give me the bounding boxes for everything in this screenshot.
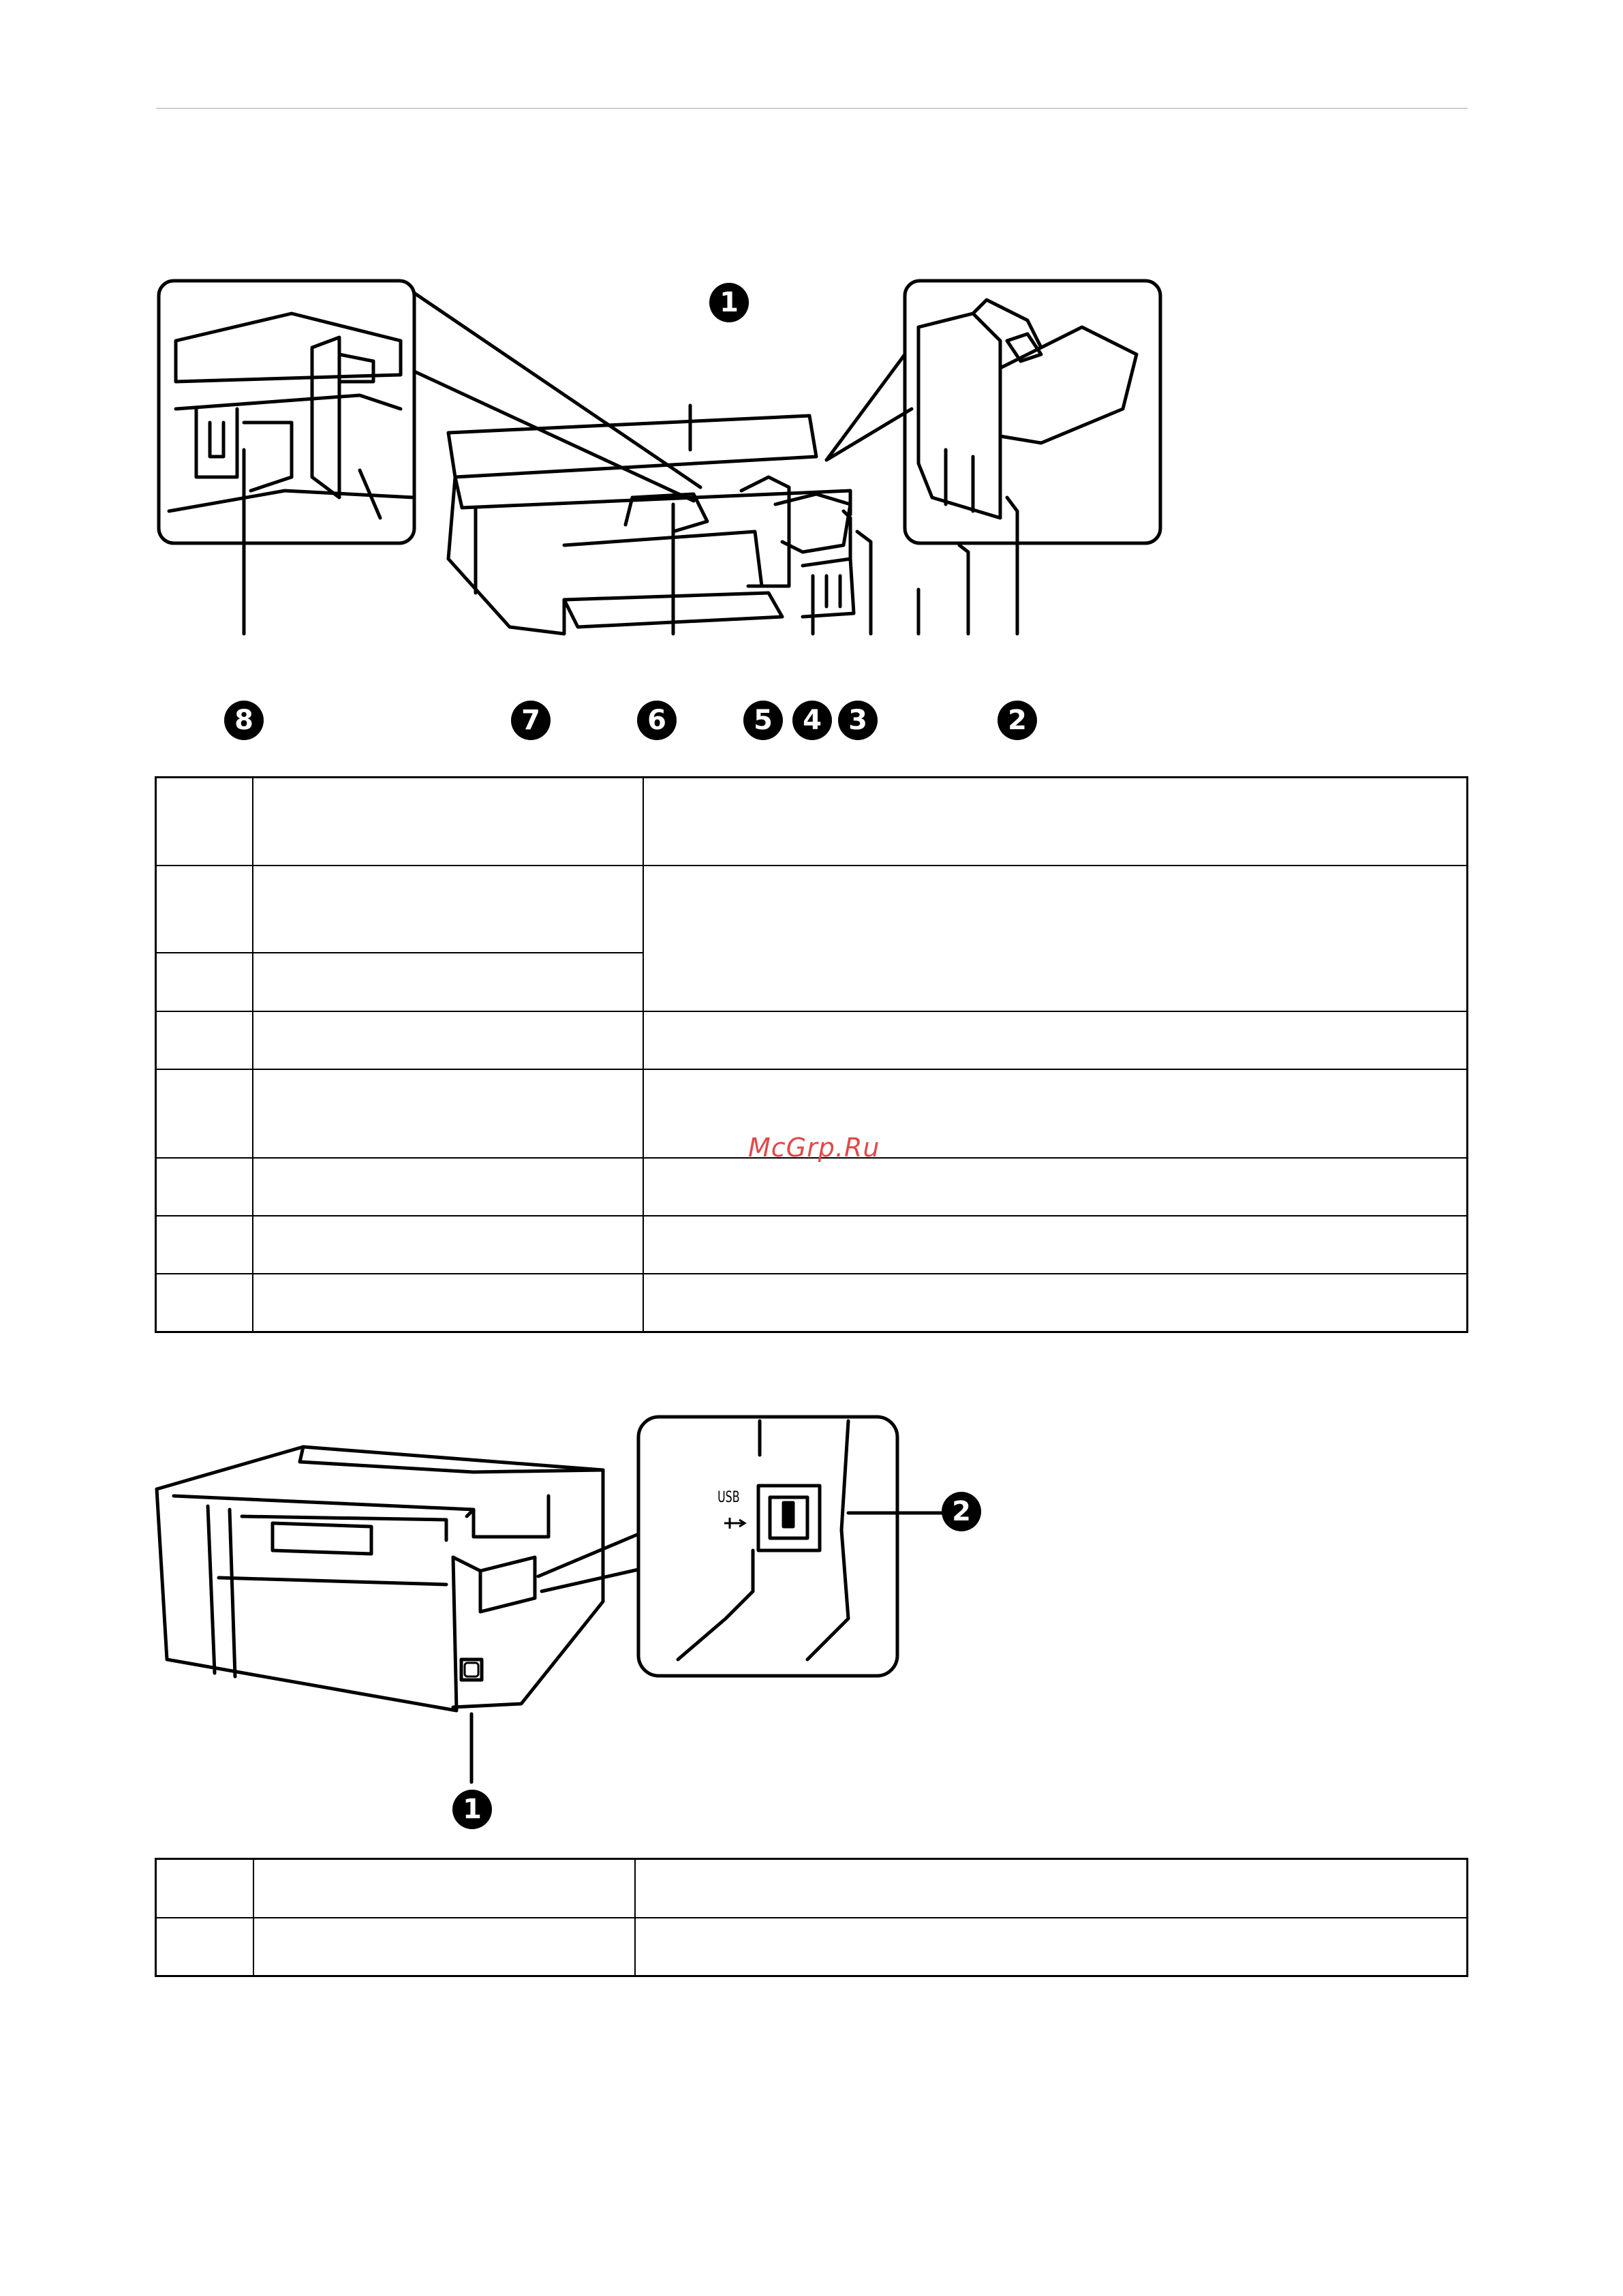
part-name (253, 953, 643, 1011)
table-row (156, 1274, 1468, 1332)
power-inlet-icon (465, 1663, 478, 1677)
part-name (253, 1069, 643, 1158)
part-description (635, 1918, 1468, 1976)
part-name (253, 1918, 635, 1976)
row-number (156, 1274, 253, 1332)
table-row (156, 778, 1468, 866)
callout-6: 6 (637, 701, 677, 740)
callout-1: 1 (709, 283, 749, 322)
row-number (156, 953, 253, 1011)
table-row (156, 1216, 1468, 1274)
printer-rear-illustration (153, 1414, 998, 1823)
table-row (156, 866, 1468, 953)
row-number (156, 1011, 253, 1069)
part-name (253, 1158, 643, 1216)
printer-interior-figure (155, 273, 1164, 750)
callout-7: 7 (511, 701, 551, 740)
callout-8: 8 (224, 701, 264, 740)
front-parts-table (155, 776, 1468, 1333)
part-description (643, 1216, 1468, 1274)
watermark: McGrp.Ru (748, 1133, 880, 1163)
callout-3: 3 (838, 701, 878, 740)
table-row (156, 1158, 1468, 1216)
printer-interior-illustration (155, 273, 1164, 750)
part-name (253, 778, 643, 866)
callout-5: 5 (743, 701, 783, 740)
table-row (156, 1011, 1468, 1069)
row-number (156, 1069, 253, 1158)
part-description (643, 1274, 1468, 1332)
row-number (156, 1216, 253, 1274)
row-number (156, 866, 253, 953)
part-name (253, 866, 643, 953)
callout-2: 2 (998, 701, 1037, 740)
table-row (156, 1918, 1468, 1976)
zoom-box-usb (638, 1417, 897, 1676)
callout-2: 2 (942, 1492, 981, 1531)
row-number (156, 1918, 253, 1976)
part-description (643, 866, 1468, 1011)
callout-1: 1 (452, 1790, 492, 1829)
callout-4: 4 (792, 701, 832, 740)
row-number (156, 1158, 253, 1216)
part-name (253, 1859, 635, 1918)
part-name (253, 1011, 643, 1069)
rear-parts-table (155, 1858, 1468, 1977)
part-name (253, 1216, 643, 1274)
row-number (156, 778, 253, 866)
header-rule (156, 108, 1468, 109)
table-row (156, 1859, 1468, 1918)
usb-icon (724, 1518, 745, 1529)
part-description (643, 1011, 1468, 1069)
row-number (156, 1859, 253, 1918)
part-name (253, 1274, 643, 1332)
part-description (635, 1859, 1468, 1918)
usb-port-label: USB (717, 1489, 740, 1506)
printer-rear-figure (153, 1414, 998, 1823)
part-description (643, 778, 1468, 866)
part-description (643, 1158, 1468, 1216)
